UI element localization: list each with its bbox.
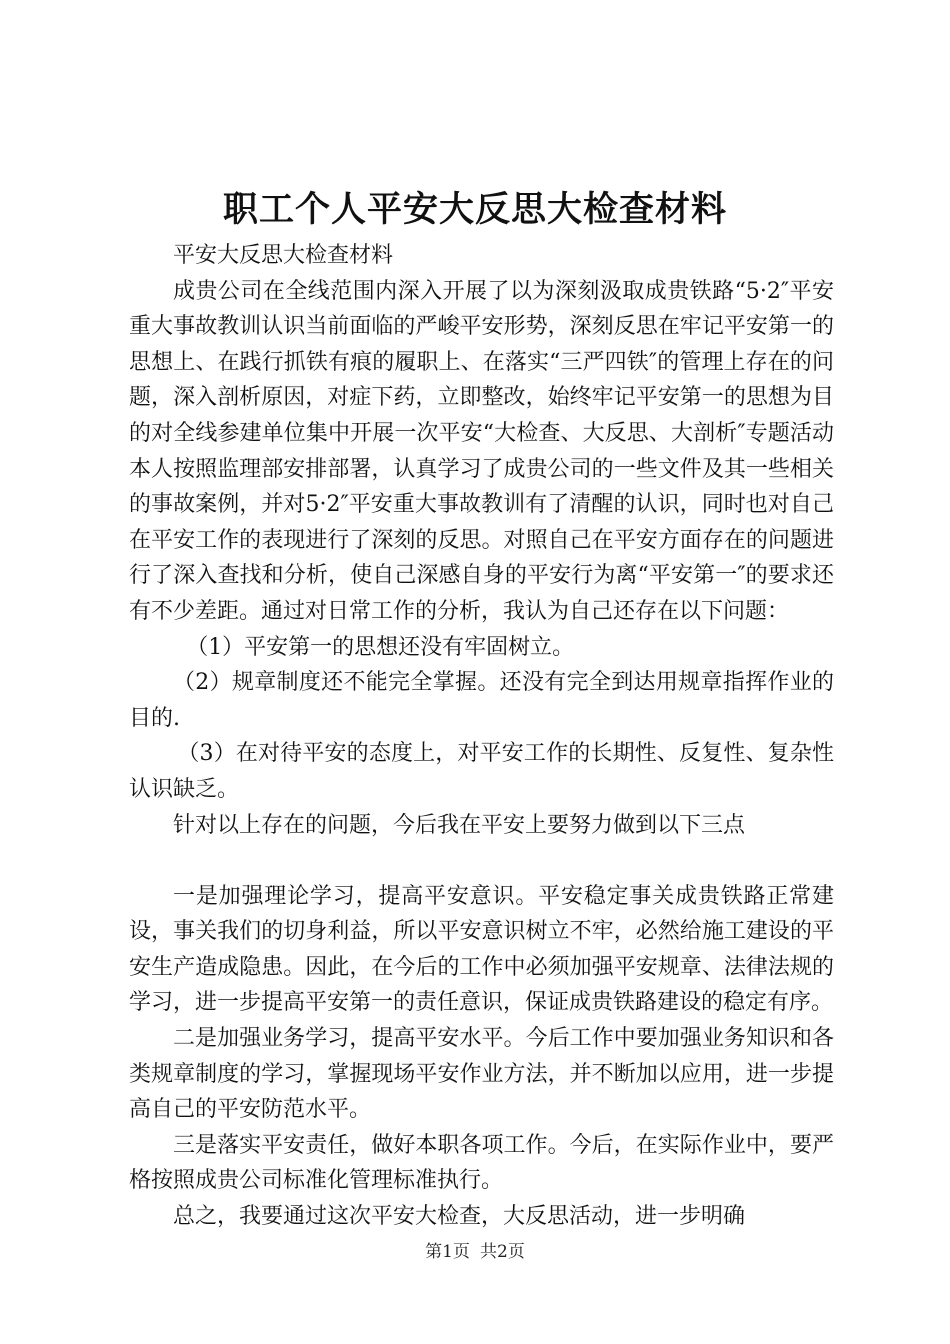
issue-item-3: （3）在对待平安的态度上，对平安工作的长期性、反复性、复杂性认识缺乏。 [129, 741, 834, 802]
page-number: 第1页 [425, 1242, 470, 1262]
document-body [129, 238, 834, 1235]
body-paragraph: 成贵公司在全线范围内深入开展了以为深刻汲取成贵铁路“5·2″平安重大事故教训认识当前面临的严峻平安形势，深刻反思在牢记平安第一的思想上、在践行抓铁有痕的履职上、在落实“三严四铁″的管理上存在的问题，深入剖析原因，对症下药，立即整改，始终牢记平安第一的思想为目的对全线参建单位集中开展一次平安“大检查、大反思、大剖析″专题活动本人按照监理部安排部署，认真学习了成贵公司的一些文件及其一些相关的事故案例，并对5·2″平安重大事故教训有了清醒的认识，同时也对自己在平安工作的表现进行了深刻的反思。对照自己在平安方面存在的问题进行了深入查找和分析，使自己深感自身的平安行为离“平安第一″的要求还有不少差距。通过对日常工作的分析，我认为自己还存在以下问题： [129, 278, 834, 624]
issue-item-1: （1）平安第一的思想还没有牢固树立。 [186, 634, 575, 660]
page-footer [0, 1240, 950, 1264]
measure-paragraph-3: 三是落实平安责任，做好本职各项工作。今后，在实际作业中，要严格按照成贵公司标准化管理标准执行。 [129, 1132, 834, 1194]
subtitle-paragraph: 平安大反思大检查材料 [173, 243, 394, 268]
page-total: 共2页 [480, 1242, 525, 1262]
measure-paragraph-2: 二是加强业务学习，提高平安水平。今后工作中要加强业务知识和各类规章制度的学习，掌握现场平安作业方法，并不断加以应用，进一步提高自己的平安防范水平。 [129, 1026, 834, 1123]
blank-line [129, 843, 834, 879]
measure-paragraph-1: 一是加强理论学习，提高平安意识。平安稳定事关成贵铁路正常建设，事关我们的切身利益，所以平安意识树立不牢，必然给施工建设的平安生产造成隐患。因此，在今后的工作中必须加强平安规章、法律法规的学习，进一步提高平安第一的责任意识，保证成贵铁路建设的稳定有序。 [129, 883, 834, 1016]
issue-item-2: （2）规章制度还不能完全掌握。还没有完全到达用规章指挥作业的目的. [129, 670, 834, 731]
body-paragraph: 针对以上存在的问题，今后我在平安上要努力做到以下三点 [173, 812, 746, 838]
conclusion-paragraph: 总之，我要通过这次平安大检查，大反思活动，进一步明确 [173, 1204, 746, 1230]
document-title: 职工个人平安大反思大检查材料 [222, 189, 727, 230]
